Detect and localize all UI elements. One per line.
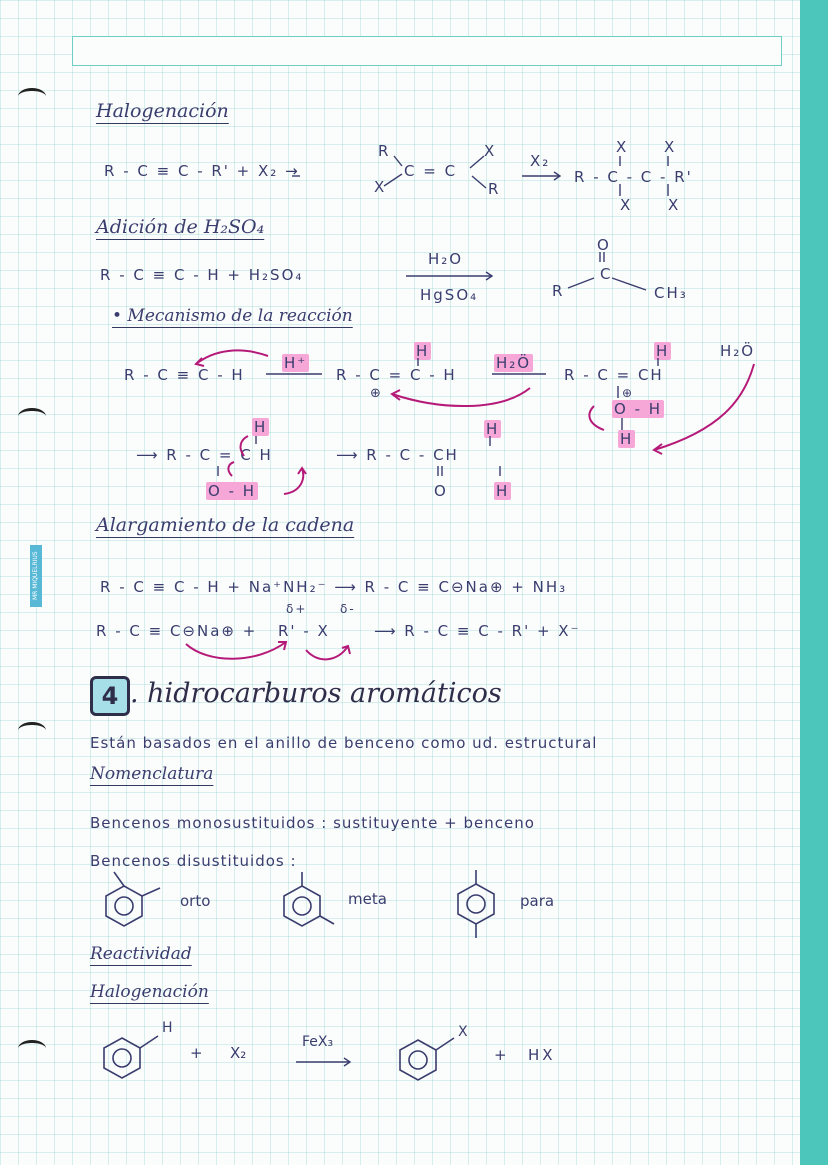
step3-structure: ⟶ R - C = C H [136,446,273,464]
step2-h-top-highlight: H [656,342,670,360]
adicion-reagent-top: H₂O [428,250,464,268]
rx-plus: + [494,1046,507,1064]
step2-charge: ⊕ [622,386,635,400]
page-edge-band [800,0,828,1165]
benzene-rings [104,870,494,1080]
intermediate-r-bottom: R [488,180,501,198]
heading-reactividad: Reactividad [90,944,192,964]
step2-product: R - C = CH [564,366,664,384]
curved-arrow [654,364,754,450]
section-number: 4 [90,676,130,716]
adicion-reagent-bottom: HgSO₄ [420,286,479,304]
bond [384,174,402,186]
heading-halogenacion-aromatica: Halogenación [90,982,209,1002]
step1-reagent-highlight: H⁺ [284,354,308,372]
step4-o: O [434,482,448,500]
product-x: X [620,196,633,214]
alargamiento-line2-a: R - C ≡ C⊖Na⊕ + [96,622,258,640]
benzene-product [400,1038,454,1080]
step2-h-bottom-highlight: H [620,430,634,448]
mono-text: Bencenos monosustituidos : sustituyente + benceno [90,814,535,832]
alargamiento-line2-c: ⟶ R - C ≡ C - R' + X⁻ [374,622,581,640]
alargamiento-line2-b: R' - X [278,622,330,640]
brand-tab: MR MIQUELRIUS [30,545,42,607]
curved-arrow [228,462,234,476]
curved-arrow [306,646,348,659]
bond [568,278,594,288]
halogenation-reagent: X₂ [530,152,551,170]
rx-h: H [162,1020,173,1036]
curved-arrow [186,642,286,659]
step4-h-top-highlight: H [486,420,500,438]
bond [394,156,402,166]
step2-reagent-highlight: H₂Ö [496,354,532,372]
label-para: para [520,892,555,910]
adicion-reactants: R - C ≡ C - H + H₂SO₄ [100,266,304,284]
benzene-ortho [106,872,160,926]
intermediate-x-bottom: X [374,178,387,196]
delta-minus: δ- [340,602,356,616]
aromaticos-intro: Están basados en el anillo de benceno como ud. estructural [90,734,598,752]
step4-h-bottom-highlight: H [496,482,510,500]
step3-oh-highlight: O - H [208,482,257,500]
heading-nomenclatura: Nomenclatura [90,764,214,784]
label-orto: orto [180,892,211,910]
delta-plus: δ+ [286,602,308,616]
benzene-para [458,870,494,938]
product-x: X [664,138,677,156]
bond [612,278,646,290]
step1-reactant: R - C ≡ C - H [124,366,245,384]
intermediate-x-top: X [484,142,497,160]
step4-structure: ⟶ R - C - CH [336,446,459,464]
alargamiento-line1: R - C ≡ C - H + Na⁺NH₂⁻ ⟶ R - C ≡ C⊖Na⊕ + NH₃ [100,578,568,596]
product-x: X [668,196,681,214]
label-meta: meta [348,890,387,908]
step2-oh-highlight: O - H [614,400,663,418]
adicion-product-r: R [552,282,565,300]
intermediate-r-top: R [378,142,391,160]
step1-charge: ⊕ [370,386,383,401]
mechanism-arrows [186,350,754,659]
intermediate-alkene: C = C [404,162,458,180]
heading-halogenacion: Halogenación [96,100,229,122]
halogenation-product: R - C - C - R' [574,168,693,186]
step1-product: R - C = C - H [336,366,457,384]
rx-x: X [458,1024,468,1040]
di-text: Bencenos disustituidos : [90,852,297,870]
rx-hx: HX [528,1046,556,1064]
rx-reagent: FeX₃ [302,1034,334,1050]
product-x: X [616,138,629,156]
rx-x2: X₂ [230,1044,247,1062]
heading-adicion: Adición de H₂SO₄ [96,216,265,238]
curved-arrow [241,436,248,456]
bond [470,156,484,168]
curved-arrow [589,406,604,430]
reaction-arrows [218,156,668,1066]
step3-h-highlight: H [254,418,268,436]
halogenation-reactants: R - C ≡ C - R' + X₂ → [104,162,300,180]
curved-arrow [392,388,530,406]
benzene-reactant [104,1036,158,1078]
water-right: H₂Ö [720,342,756,360]
step1-h-highlight: H [416,342,430,360]
section-title: . hidrocarburos aromáticos [130,678,502,709]
bond [472,176,486,188]
benzene-meta [284,872,334,926]
adicion-product-c: C [600,265,613,283]
adicion-product-ch3: CH₃ [654,284,688,302]
heading-alargamiento: Alargamiento de la cadena [96,514,355,536]
heading-mecanismo: • Mecanismo de la reacción [112,306,353,326]
adicion-product-o: O [597,236,611,254]
curved-arrow [196,350,268,364]
rx-plus: + [190,1044,203,1062]
